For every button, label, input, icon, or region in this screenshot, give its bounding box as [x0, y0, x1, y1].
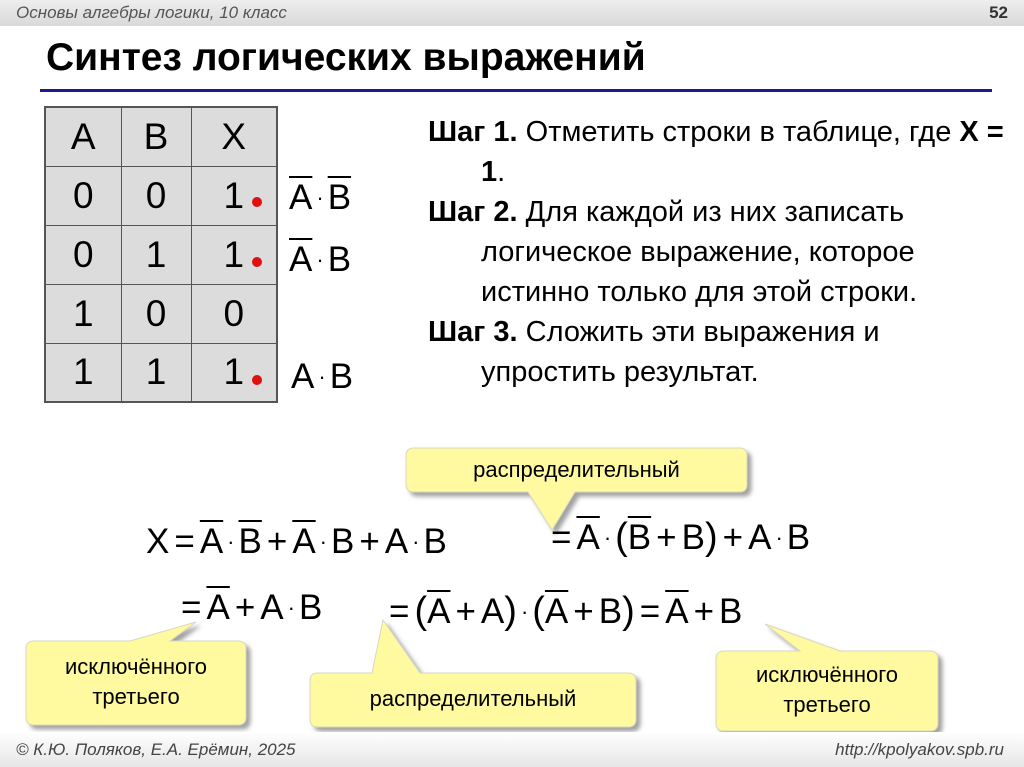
minterm-not-a-not-b: $\overline{A} \cdot \overline{B}$ [289, 178, 352, 217]
step-1: Шаг 1. Отметить строки в таблице, где X = 1. [428, 116, 1004, 188]
table-cell: 1 [121, 225, 191, 284]
callout-distributive-top-text: распределительный [473, 457, 680, 482]
page-number: 52 [989, 3, 1008, 22]
equation-line-2-step-2: = $(\overline{A} + A) \cdot (\overline{A} + B) = \overline{A} + B$ [389, 590, 743, 632]
table-cell: 1 [191, 166, 277, 225]
table-header-cell: B [121, 107, 191, 166]
minterm-not-a-b: $\overline{A} \cdot B$ [289, 240, 352, 279]
minterm-a-b: A · B [291, 357, 354, 396]
table-cell: 1 [121, 343, 191, 402]
table-cell: 0 [45, 166, 121, 225]
step-2: Шаг 2. Для каждой из них записать логическое выражение, которое истинно только для этой строки. [428, 196, 918, 308]
equation-line-1: $X = \overline{A} \cdot \overline{B} + \overline{A} \cdot B + A \cdot B$ [146, 522, 447, 561]
step-3: Шаг 3. Сложить эти выражения и упростить результат. [428, 316, 880, 388]
course-name: Основы алгебры логики, 10 класс [16, 3, 287, 22]
table-cell: 0 [45, 225, 121, 284]
table-cell: 0 [191, 284, 277, 343]
table-cell: 1 [45, 284, 121, 343]
callout-distributive-bottom-text: распределительный [369, 686, 577, 711]
callout-excluded-left-text: исключённого третьего [64, 654, 208, 709]
table-header-cell: X [191, 107, 277, 166]
table-cell: 1 [191, 225, 277, 284]
table-cell: 0 [121, 284, 191, 343]
equation-line-1-result: = $\overline{A} \cdot (\overline{B} + B) + A \cdot B$ [551, 516, 811, 558]
table-cell: 0 [121, 166, 191, 225]
footer-url: http://kpolyakov.spb.ru [835, 740, 1004, 759]
table-header-cell: A [45, 107, 121, 166]
table-cell: 1 [191, 343, 277, 402]
callout-excluded-right-text: исключённого третьего [755, 662, 899, 717]
slide-title: Синтез логических выражений [46, 36, 646, 79]
equation-line-2-step-1: = $\overline{A} + A \cdot B$ [181, 588, 323, 627]
table-cell: 1 [45, 343, 121, 402]
footer-authors: © К.Ю. Поляков, Е.А. Ерёмин, 2025 [16, 740, 296, 759]
